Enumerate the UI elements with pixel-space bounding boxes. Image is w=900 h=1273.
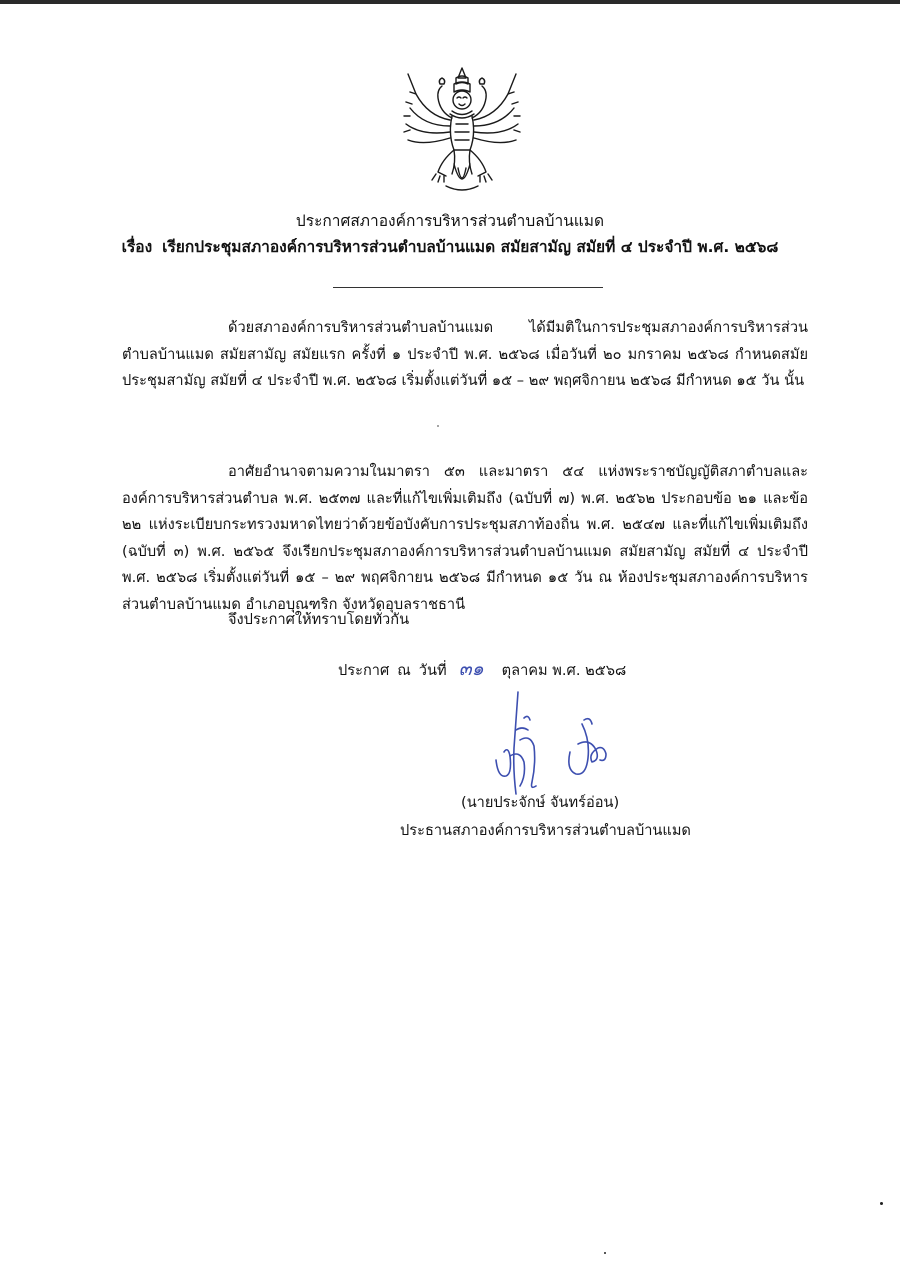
body-paragraph-2: อาศัยอำนาจตามความในมาตรา ๕๓ และมาตรา ๕๔ แห่งพระราชบัญญัติสภาตำบลและองค์การบริหารส่วนตำบล พ.ศ. ๒๕๓๗ และที่แก้ไขเพิ่มเติมถึง (ฉบับที่ ๗) พ.ศ. ๒๕๖๒ ประกอบข้อ ๒๑ และข้อ ๒๒ แห่งระเบียบกระทรวงมหาดไทยว่าด้วยข้อบังคับการประชุมสภาท้องถิ่น พ.ศ. ๒๕๔๗ และที่แก้ไขเพิ่มเติมถึง (ฉบับที่ ๓) พ.ศ. ๒๕๖๕ จึงเรียกประชุมสภาองค์การบริหารส่วนตำบลบ้านแมด สมัยสามัญ สมัยที่ ๔ ประจำปี พ.ศ. ๒๕๖๘ เริ่มตั้งแต่วันที่ ๑๕ – ๒๙ พฤศจิกายน ๒๕๖๘ มีกำหนด ๑๕ วัน ณ ห้องประชุมสภาองค์การบริหารส่วนตำบลบ้านแมด อำเภอบุณฑริก จังหวัดอุบลราชธานี (122, 463, 808, 613)
body-paragraph-3: จึงประกาศให้ทราบโดยทั่วกัน (228, 611, 410, 628)
body-paragraph-1: ด้วยสภาองค์การบริหารส่วนตำบลบ้านแมด ได้มีมติในการประชุมสภาองค์การบริหารส่วนตำบลบ้านแมด สมัยสามัญ สมัยแรก ครั้งที่ ๑ ประจำปี พ.ศ. ๒๕๖๘ เมื่อวันที่ ๒๐ มกราคม ๒๕๖๘ กำหนดสมัยประชุมสามัญ สมัยที่ ๔ ประจำปี พ.ศ. ๒๕๖๘ เริ่มตั้งแต่วันที่ ๑๕ – ๒๙ พฤศจิกายน ๒๕๖๘ มีกำหนด ๑๕ วัน นั้น (122, 319, 808, 389)
signer-position: ประธานสภาองค์การบริหารส่วนตำบลบ้านแมด (400, 822, 691, 839)
handwritten-day: ๓๑ (458, 658, 484, 680)
announcement-subject (0, 236, 900, 258)
title-divider (333, 287, 603, 288)
subject-label: เรื่อง (121, 238, 153, 256)
dateline-at: ณ (397, 662, 411, 679)
announcement-dateline (338, 656, 626, 684)
garuda-emblem-icon (402, 64, 522, 196)
scan-speck (437, 425, 439, 427)
announcement-title: ประกาศสภาองค์การบริหารส่วนตำบลบ้านแมด (295, 212, 605, 230)
scan-top-edge (0, 0, 900, 4)
signer-name: (นายประจักษ์ จันทร์อ่อน) (461, 794, 620, 811)
handwritten-signature-icon (480, 690, 620, 800)
dateline-day-label: วันที่ (418, 662, 447, 679)
scan-speck (880, 1202, 883, 1205)
dateline-month-year: ตุลาคม พ.ศ. ๒๕๖๘ (501, 662, 627, 679)
subject-text: เรียกประชุมสภาองค์การบริหารส่วนตำบลบ้านแมด สมัยสามัญ สมัยที่ ๔ ประจำปี พ.ศ. ๒๕๖๘ (162, 238, 779, 256)
dateline-announced: ประกาศ (338, 662, 390, 679)
scan-speck (604, 1252, 606, 1254)
